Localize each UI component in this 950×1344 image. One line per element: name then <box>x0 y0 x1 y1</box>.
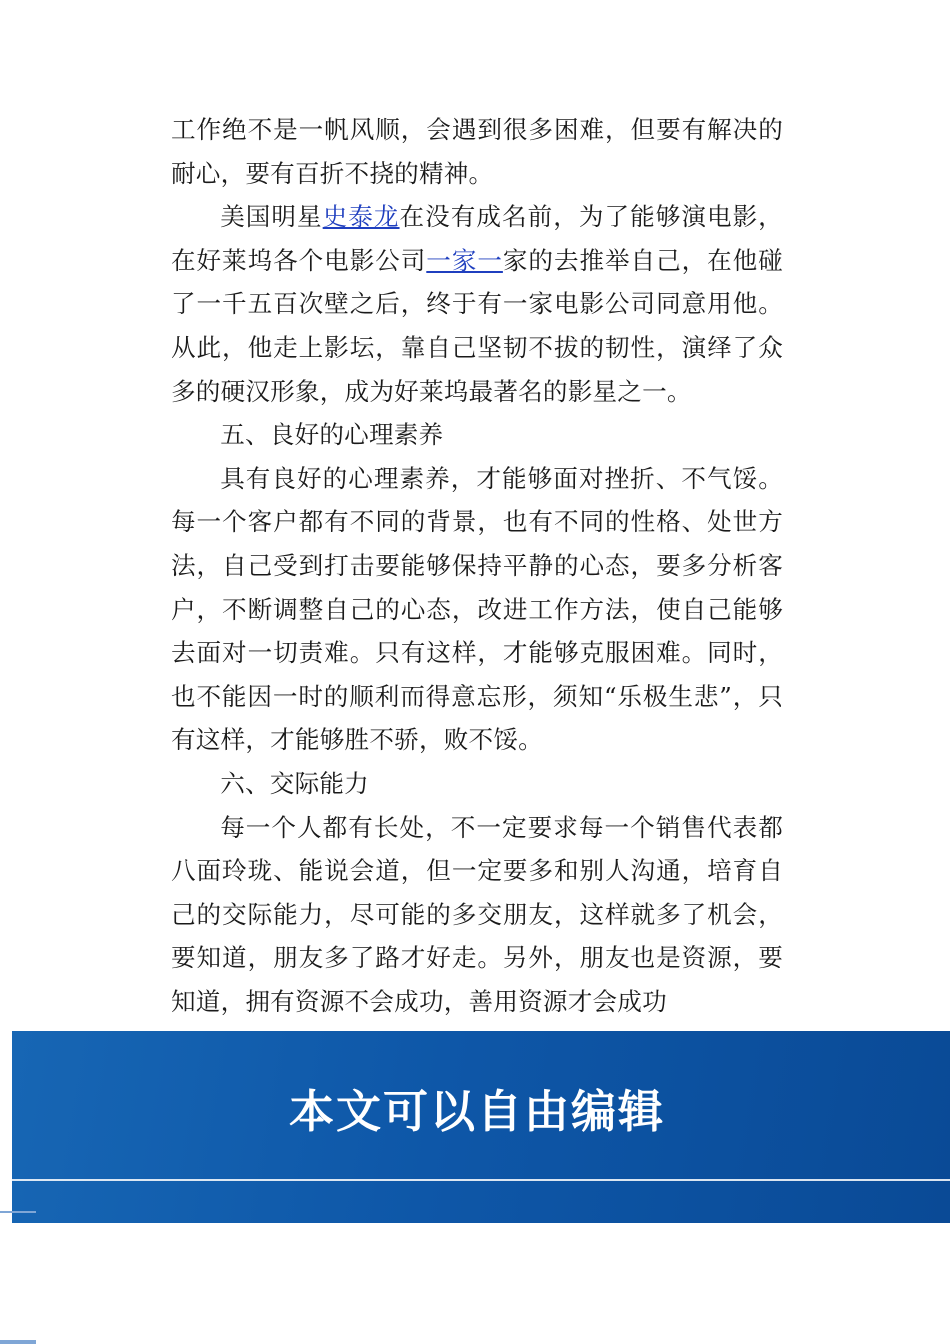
section-heading-psychology: 五、良好的心理素养 <box>220 420 444 450</box>
bottom-accent-line <box>0 1340 36 1344</box>
banner-title: 本文可以自由编辑 <box>288 1085 665 1138</box>
document-body <box>171 108 783 1023</box>
side-accent-line <box>0 1211 36 1213</box>
paragraph-text-segment: 在没有成名前，为了能够演电影，在好莱坞各个电影公司 <box>171 202 783 275</box>
stallone-link[interactable]: 史泰龙 <box>322 202 400 232</box>
one-by-one-link[interactable]: 一家一 <box>426 245 503 275</box>
paragraph-text-segment: 美国明星 <box>220 202 323 232</box>
paragraph-stallone <box>171 195 783 413</box>
section-heading-social: 六、交际能力 <box>220 768 369 798</box>
paragraph-text-segment: 家的去推举自己，在他碰了一千五百次壁之后，终于有一家电影公司同意用他。从此，他走上影坛，靠自己坚韧不拔的韧性，演绎了众多的硬汉形象，成为好莱坞最著名的影星之一。 <box>171 245 783 406</box>
editable-banner <box>12 1031 950 1223</box>
paragraph-social: 每一个人都有长处，不一定要求每一个销售代表都八面玲珑、能说会道，但一定要多和别人沟通，培育自己的交际能力，尽可能的多交朋友，这样就多了机会，要知道，朋友多了路才好走。另外，朋友也是资源，要知道，拥有资源不会成功，善用资源才会成功 <box>171 812 783 1016</box>
banner-divider <box>12 1179 950 1181</box>
paragraph-psychology: 具有良好的心理素养，才能够面对挫折、不气馁。每一个客户都有不同的背景，也有不同的性格、处世方法，自己受到打击要能够保持平静的心态，要多分析客户，不断调整自己的心态，改进工作方法，使自己能够去面对一切责难。只有这样，才能够克服困难。同时，也不能因一时的顺利而得意忘形，须知“乐极生悲”，只有这样，才能够胜不骄，败不馁。 <box>171 463 783 755</box>
paragraph-intro: 工作绝不是一帆风顺，会遇到很多困难，但要有解决的耐心，要有百折不挠的精神。 <box>171 115 783 188</box>
